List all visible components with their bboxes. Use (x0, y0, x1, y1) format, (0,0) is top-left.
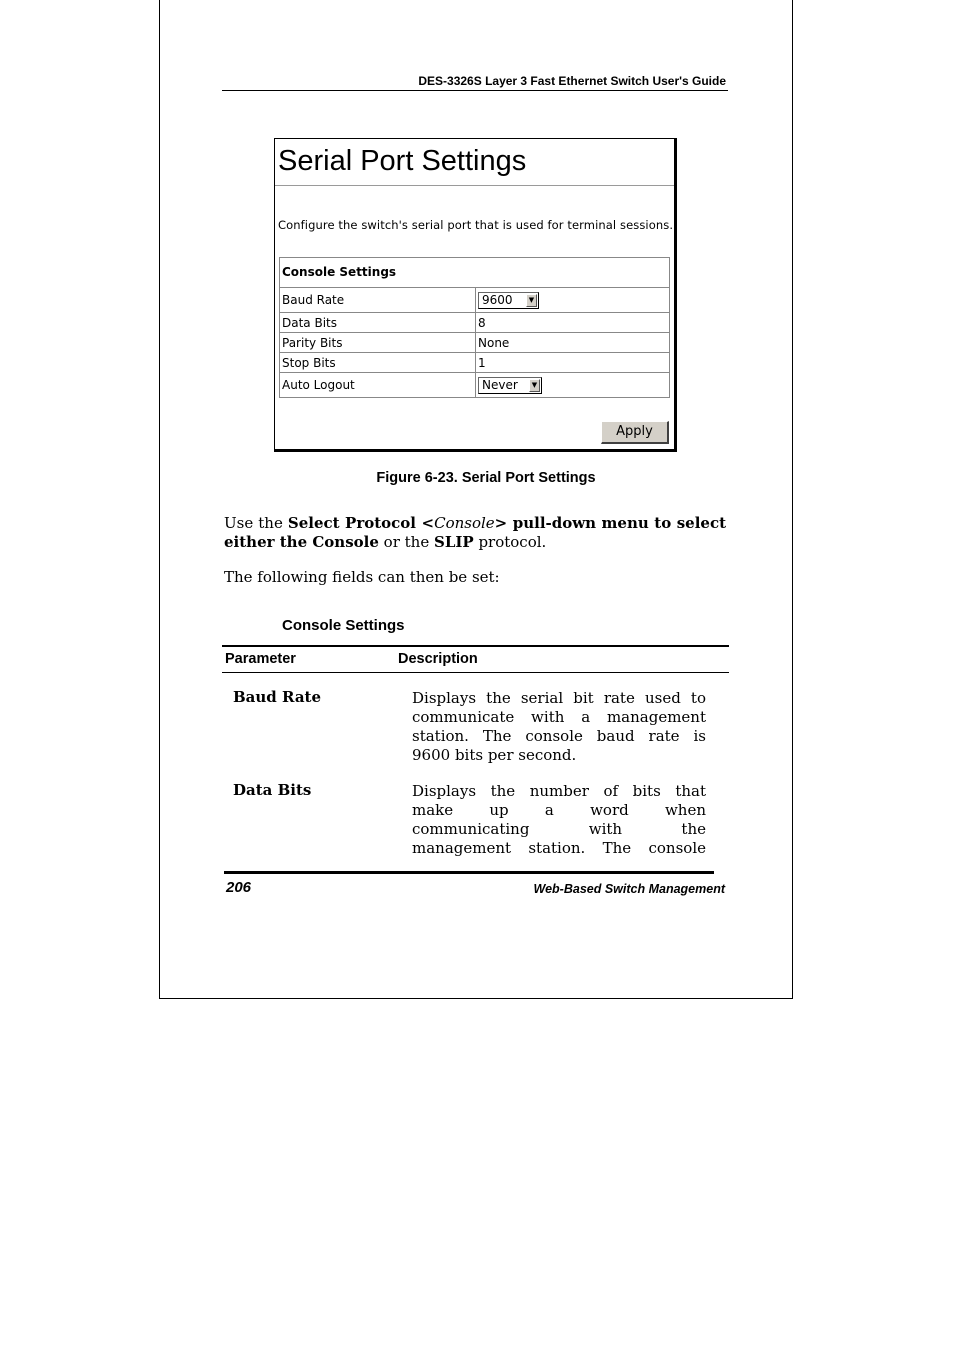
column-header-description: Description (398, 651, 478, 667)
auto-logout-value: Never (482, 378, 518, 392)
parity-bits-row (280, 333, 669, 353)
screen-title: Serial Port Settings (278, 145, 527, 177)
table-top-rule (222, 645, 729, 647)
footer-section-title: Web-Based Switch Management (533, 882, 725, 896)
paragraph-fields: The following fields can then be set: (224, 568, 500, 586)
auto-logout-label: Auto Logout (280, 373, 476, 397)
param-baud-rate: Baud Rate (233, 688, 322, 706)
data-bits-row (280, 313, 669, 333)
stop-bits-row (280, 353, 669, 373)
screen-description: Configure the switch's serial port that is used for terminal sessions. (278, 218, 674, 232)
page-number: 206 (226, 879, 252, 896)
data-bits-label: Data Bits (280, 313, 476, 332)
data-bits-value: 8 (478, 315, 486, 330)
baud-rate-label: Baud Rate (280, 288, 476, 312)
table-header-row (222, 649, 729, 673)
column-header-parameter: Parameter (225, 651, 296, 667)
desc-baud-rate: Displays the serial bit rate used to communicate with a management station. The console baud rate is 9600 bits per second. (412, 689, 706, 764)
baud-rate-value: 9600 (482, 293, 513, 307)
parity-bits-label: Parity Bits (280, 333, 476, 352)
console-settings-heading: Console Settings (280, 258, 669, 288)
figure-caption: Figure 6-23. Serial Port Settings (376, 470, 596, 486)
baud-rate-select[interactable] (478, 292, 539, 309)
serial-port-settings-screenshot (274, 138, 677, 452)
auto-logout-select[interactable] (478, 377, 542, 394)
console-settings-table (279, 257, 670, 398)
baud-rate-row (280, 288, 669, 313)
apply-button[interactable]: Apply (601, 421, 669, 444)
table-bottom-rule (224, 871, 714, 874)
paragraph-select-protocol: Use the Select Protocol <Console> pull-down menu to select either the Console or the SLIP protocol. (224, 514, 727, 551)
param-data-bits: Data Bits (233, 781, 312, 799)
chevron-down-icon[interactable]: ▼ (526, 294, 537, 307)
running-header: DES-3326S Layer 3 Fast Ethernet Switch User's Guide (222, 73, 728, 91)
stop-bits-value: 1 (478, 355, 486, 370)
title-divider (275, 185, 674, 186)
table-heading: Console Settings (282, 617, 405, 634)
auto-logout-row (280, 373, 669, 397)
stop-bits-label: Stop Bits (280, 353, 476, 372)
parity-bits-value: None (478, 335, 510, 350)
desc-data-bits: Displays the number of bits that make up a word when communicating with the management station. The console (412, 782, 706, 857)
chevron-down-icon[interactable]: ▼ (529, 379, 540, 392)
